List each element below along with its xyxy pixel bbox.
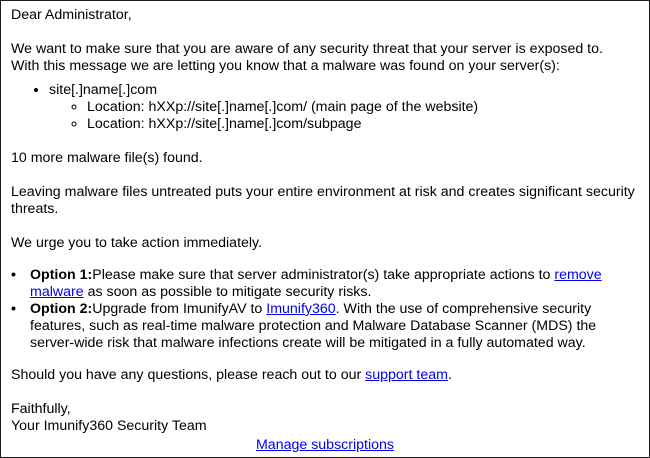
site-name: site[.]name[.]com bbox=[49, 82, 158, 98]
option-1-body: Please make sure that server administrator(s) take appropriate actions to bbox=[92, 267, 555, 283]
option-2-label: Option 2: bbox=[30, 301, 93, 317]
option-2-text bbox=[30, 301, 639, 352]
option-1-text bbox=[30, 267, 639, 301]
option-1 bbox=[11, 267, 639, 301]
questions-tail: . bbox=[447, 367, 452, 383]
risk-paragraph: Leaving malware files untreated puts your entire environment at risk and creates significant security threats. bbox=[11, 184, 635, 217]
intro-paragraph bbox=[11, 41, 639, 75]
option-1-tail: as soon as possible to mitigate security risks. bbox=[83, 284, 372, 300]
option-2-tail: . With the use of comprehensive security features, such as real-time malware protection and Malware Database Scanner (MDS) the server-wide risk that malware infections create will be mitigated in a fully automated way. bbox=[30, 301, 597, 351]
option-2-body: Upgrade from ImunifyAV to bbox=[92, 301, 267, 317]
site-list-item bbox=[49, 82, 639, 133]
questions-paragraph bbox=[11, 367, 639, 384]
remove-malware-link[interactable]: remove malware bbox=[30, 267, 602, 300]
bullet-icon: • bbox=[11, 267, 16, 283]
malware-count: 10 more malware file(s) found. bbox=[11, 150, 203, 166]
questions-text: Should you have any questions, please reach out to our bbox=[11, 367, 366, 383]
urge-paragraph: We urge you to take action immediately. bbox=[11, 235, 263, 251]
intro-line-2: With this message we are letting you know that a malware was found on your server(s): bbox=[11, 58, 560, 74]
intro-line-1: We want to make sure that you are aware of any security threat that your server is exposed to. bbox=[11, 41, 603, 57]
site-list bbox=[11, 82, 639, 133]
location-item: ◦ Location: hXXp://site[.]name[.]com/ (main page of the website) bbox=[87, 99, 639, 116]
options-list bbox=[11, 267, 639, 352]
imunify360-link[interactable]: Imunify360 bbox=[266, 301, 336, 317]
signature: Your Imunify360 Security Team bbox=[11, 418, 207, 434]
closing bbox=[11, 401, 639, 435]
location-list bbox=[49, 99, 639, 133]
location-item: ◦ Location: hXXp://site[.]name[.]com/subpage bbox=[87, 116, 639, 133]
greeting: Dear Administrator, bbox=[11, 7, 132, 23]
manage-subscriptions-link[interactable]: Manage subscriptions bbox=[255, 437, 394, 453]
option-1-label: Option 1: bbox=[30, 267, 93, 283]
bullet-icon: • bbox=[11, 301, 16, 317]
manage-subscriptions bbox=[1, 437, 649, 454]
support-team-link[interactable]: support team bbox=[365, 367, 448, 383]
infected-sites bbox=[11, 82, 639, 133]
signoff: Faithfully, bbox=[11, 401, 71, 417]
option-2 bbox=[11, 301, 639, 352]
